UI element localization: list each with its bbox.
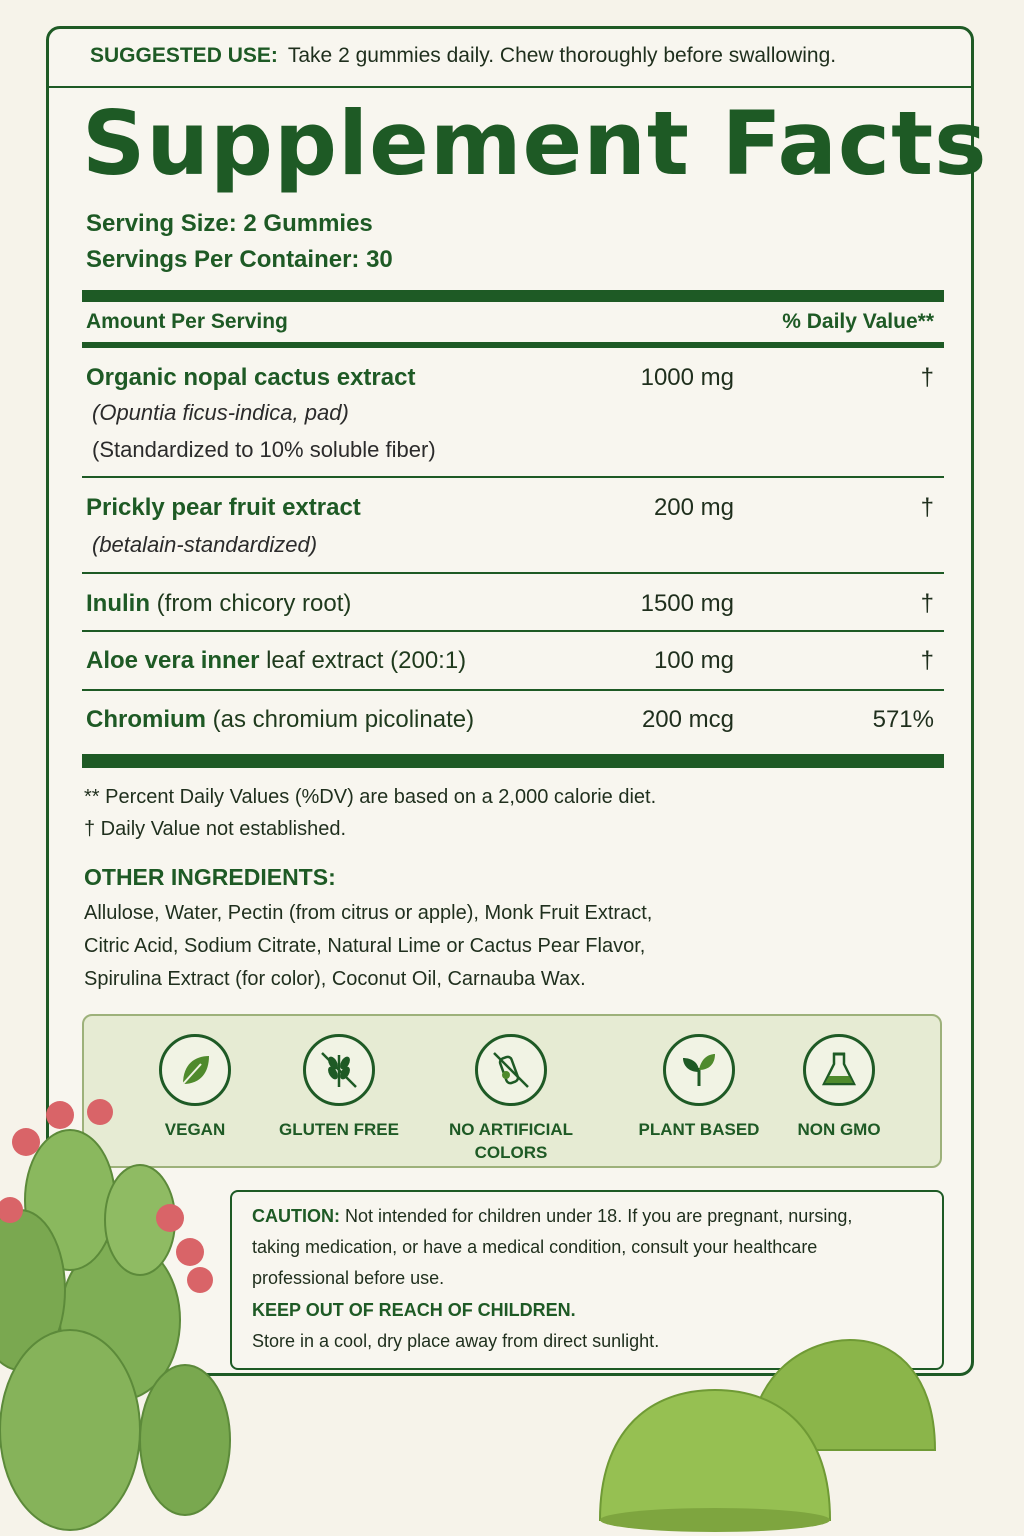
page-title: Supplement Facts — [82, 92, 988, 195]
badge-plant-based — [624, 1034, 774, 1141]
no-wheat-icon — [303, 1034, 375, 1106]
badge-label-line: NO ARTIFICIAL — [448, 1120, 574, 1139]
divider — [48, 86, 974, 88]
daily-value-header: % Daily Value** — [782, 310, 934, 333]
footnote: † Daily Value not established. — [84, 818, 347, 840]
ingredient-name: Inulin — [86, 590, 150, 617]
ingredient-dv: † — [920, 494, 934, 521]
badge-gluten-free — [264, 1034, 414, 1141]
amount-per-serving-header: Amount Per Serving — [86, 310, 288, 333]
divider — [82, 290, 944, 302]
footnote: ** Percent Daily Values (%DV) are based on a 2,000 calorie diet. — [84, 786, 657, 808]
badge-label-line: COLORS — [474, 1143, 548, 1162]
badge-label: VEGAN — [164, 1120, 226, 1139]
suggested-use-text: Take 2 gummies daily. Chew thoroughly before swallowing. — [287, 44, 837, 67]
table-row — [86, 590, 351, 618]
suggested-use — [90, 44, 836, 68]
ingredient-amount: 1500 mg — [640, 590, 734, 617]
gummies-illustration — [590, 1330, 950, 1536]
ingredient-name-rest: leaf extract (200:1) — [259, 647, 467, 674]
badge-label: NON GMO — [797, 1120, 881, 1139]
divider — [82, 630, 944, 632]
other-ingredients-line: Spirulina Extract (for color), Coconut Oil, Carnauba Wax. — [84, 968, 586, 990]
ingredient-amount: 200 mg — [653, 494, 734, 521]
ingredient-name: Organic nopal cactus extract — [86, 364, 416, 391]
ingredient-amount: 200 mcg — [641, 706, 734, 733]
table-row — [86, 364, 415, 392]
ingredient-subtext: (Opuntia ficus-indica, pad) — [92, 400, 349, 425]
ingredient-name-rest: (from chicory root) — [149, 590, 352, 617]
ingredient-subtext: (Standardized to 10% soluble fiber) — [92, 437, 436, 462]
serving-size: Serving Size: 2 Gummies — [86, 210, 373, 237]
flask-icon — [803, 1034, 875, 1106]
badge-label: PLANT BASED — [638, 1120, 760, 1139]
caution-label: CAUTION: — [252, 1206, 340, 1226]
badge-label — [436, 1118, 586, 1164]
ingredient-subtext: (betalain-standardized) — [92, 532, 318, 557]
table-row — [86, 647, 466, 675]
storage-note: Store in a cool, dry place away from direct sunlight. — [252, 1331, 660, 1351]
divider — [82, 476, 944, 478]
divider — [82, 572, 944, 574]
badge-non-gmo — [764, 1034, 914, 1141]
divider — [82, 342, 944, 348]
other-ingredients-line: Allulose, Water, Pectin (from citrus or apple), Monk Fruit Extract, — [84, 902, 653, 924]
ingredient-name: Prickly pear fruit extract — [86, 494, 361, 521]
other-ingredients-title: OTHER INGREDIENTS: — [84, 864, 336, 890]
caution-line: taking medication, or have a medical condition, consult your healthcare — [252, 1237, 818, 1257]
keep-out-warning: KEEP OUT OF REACH OF CHILDREN. — [252, 1300, 576, 1320]
ingredient-amount: 1000 mg — [640, 364, 734, 391]
servings-per-container: Servings Per Container: 30 — [86, 246, 393, 273]
ingredient-dv: † — [920, 647, 934, 674]
badge-no-artificial-colors — [436, 1034, 586, 1164]
ingredient-amount: 100 mg — [653, 647, 734, 674]
ingredient-name: Chromium — [86, 706, 206, 733]
ingredient-name-rest: (as chromium picolinate) — [206, 706, 475, 733]
cactus-illustration — [0, 1090, 250, 1536]
sprout-icon — [663, 1034, 735, 1106]
ingredient-dv: 571% — [872, 706, 934, 733]
ingredient-dv: † — [920, 590, 934, 617]
table-row — [86, 706, 474, 734]
ingredient-name: Aloe vera inner — [86, 647, 260, 674]
suggested-use-label: SUGGESTED USE: — [90, 44, 278, 67]
badge-label: GLUTEN FREE — [279, 1120, 399, 1139]
caution-line: professional before use. — [252, 1268, 445, 1288]
caution-text: Not intended for children under 18. If you are pregnant, nursing, — [345, 1206, 853, 1226]
no-dye-icon — [475, 1034, 547, 1106]
divider — [82, 754, 944, 768]
caution-line — [252, 1206, 852, 1227]
caution-line — [252, 1300, 576, 1321]
other-ingredients-line: Citric Acid, Sodium Citrate, Natural Lime or Cactus Pear Flavor, — [84, 935, 646, 957]
table-row — [86, 494, 361, 522]
ingredient-dv: † — [920, 364, 934, 391]
divider — [82, 689, 944, 691]
